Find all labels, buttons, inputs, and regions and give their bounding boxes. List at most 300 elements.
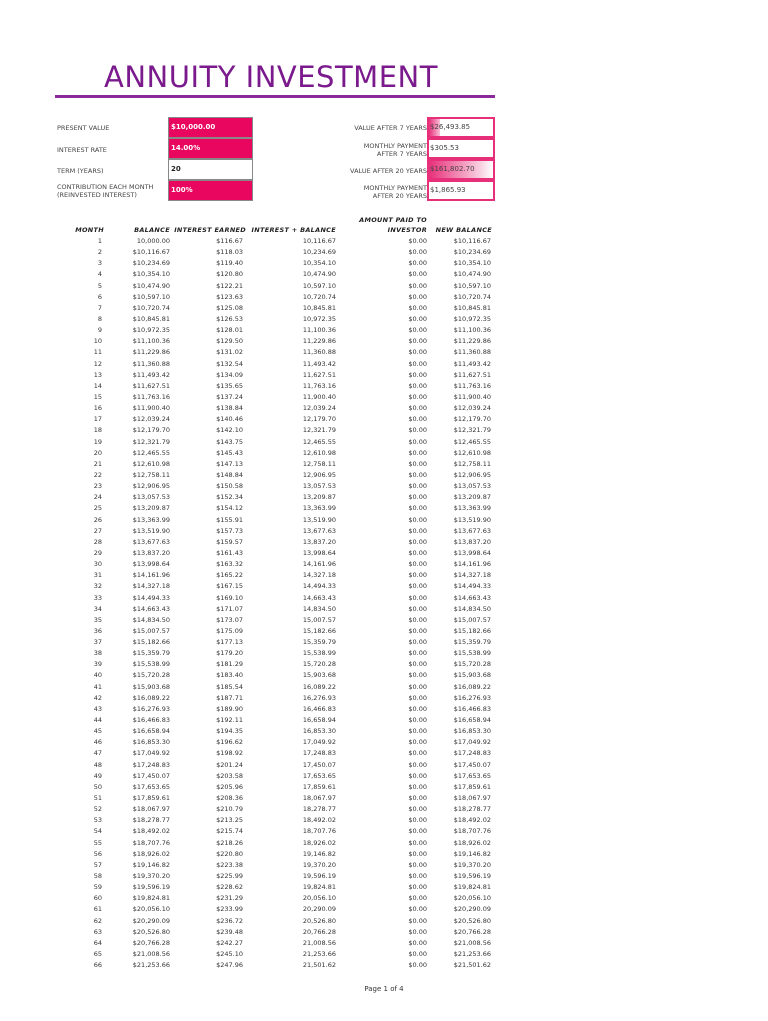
interest-earned-cell: $122.21 bbox=[216, 281, 243, 290]
interest-balance-cell: 11,627.51 bbox=[302, 370, 336, 379]
month-cell: 43 bbox=[93, 704, 102, 713]
balance-cell: $13,519.90 bbox=[132, 526, 170, 535]
header-month: MONTH bbox=[75, 226, 104, 234]
table-row bbox=[0, 537, 768, 548]
interest-balance-cell: 17,859.61 bbox=[302, 782, 336, 791]
new-balance-cell: $13,363.99 bbox=[453, 504, 491, 513]
new-balance-cell: $10,474.90 bbox=[453, 270, 491, 279]
interest-balance-cell: 11,360.88 bbox=[302, 348, 336, 357]
header-interest-earned: INTEREST EARNED bbox=[174, 226, 246, 234]
balance-cell: $18,278.77 bbox=[132, 816, 170, 825]
new-balance-cell: $15,720.28 bbox=[453, 660, 491, 669]
amount-paid-cell: $0.00 bbox=[408, 693, 427, 702]
amount-paid-cell: $0.00 bbox=[408, 838, 427, 847]
new-balance-cell: $10,972.35 bbox=[453, 314, 491, 323]
new-balance-cell: $15,359.79 bbox=[453, 638, 491, 647]
interest-balance-cell: 12,039.24 bbox=[302, 404, 336, 413]
interest-earned-cell: $163.32 bbox=[216, 560, 243, 569]
month-cell: 55 bbox=[93, 838, 102, 847]
present-value-field[interactable]: $10,000.00 bbox=[168, 117, 253, 138]
interest-earned-cell: $205.96 bbox=[216, 782, 243, 791]
balance-cell: $11,627.51 bbox=[132, 381, 170, 390]
interest-balance-cell: 10,720.74 bbox=[302, 292, 336, 301]
balance-cell: $15,720.28 bbox=[132, 671, 170, 680]
table-row bbox=[0, 414, 768, 425]
interest-balance-cell: 16,089.22 bbox=[302, 682, 336, 691]
month-cell: 8 bbox=[97, 314, 102, 323]
header-interest-balance: INTEREST + BALANCE bbox=[251, 226, 336, 234]
new-balance-cell: $18,707.76 bbox=[453, 827, 491, 836]
amount-paid-cell: $0.00 bbox=[408, 816, 427, 825]
month-cell: 48 bbox=[93, 760, 102, 769]
balance-cell: $15,182.66 bbox=[132, 638, 170, 647]
interest-earned-cell: $223.38 bbox=[216, 860, 243, 869]
new-balance-cell: $10,354.10 bbox=[453, 259, 491, 268]
table-row bbox=[0, 526, 768, 537]
table-row bbox=[0, 347, 768, 358]
new-balance-cell: $14,663.43 bbox=[453, 593, 491, 602]
new-balance-cell: $10,116.67 bbox=[453, 237, 491, 245]
amount-paid-cell: $0.00 bbox=[408, 615, 427, 624]
balance-cell: $10,597.10 bbox=[132, 292, 170, 301]
balance-cell: $12,321.79 bbox=[132, 437, 170, 446]
table-row bbox=[0, 403, 768, 414]
month-cell: 53 bbox=[93, 816, 102, 825]
term-years-label: TERM (YEARS) bbox=[57, 167, 104, 175]
balance-cell: $16,089.22 bbox=[132, 693, 170, 702]
new-balance-cell: $17,450.07 bbox=[453, 760, 491, 769]
table-row bbox=[0, 849, 768, 860]
interest-earned-cell: $213.25 bbox=[216, 816, 243, 825]
payment-20y-value: $1,865.93 bbox=[430, 186, 466, 194]
interest-rate-field[interactable]: 14.00% bbox=[168, 138, 253, 159]
month-cell: 36 bbox=[93, 626, 102, 635]
table-row bbox=[0, 815, 768, 826]
interest-balance-cell: 14,663.43 bbox=[302, 593, 336, 602]
interest-earned-cell: $116.67 bbox=[216, 237, 243, 245]
interest-balance-cell: 15,720.28 bbox=[302, 660, 336, 669]
interest-balance-cell: 13,837.20 bbox=[302, 537, 336, 546]
amount-paid-cell: $0.00 bbox=[408, 459, 427, 468]
month-cell: 29 bbox=[93, 548, 102, 557]
month-cell: 44 bbox=[93, 716, 102, 725]
interest-earned-cell: $239.48 bbox=[216, 927, 243, 936]
interest-earned-cell: $220.80 bbox=[216, 849, 243, 858]
balance-cell: $15,359.79 bbox=[132, 649, 170, 658]
new-balance-cell: $14,494.33 bbox=[453, 582, 491, 591]
month-cell: 40 bbox=[93, 671, 102, 680]
balance-cell: $12,610.98 bbox=[132, 459, 170, 468]
interest-earned-cell: $155.91 bbox=[216, 515, 243, 524]
amount-paid-cell: $0.00 bbox=[408, 604, 427, 613]
table-row bbox=[0, 893, 768, 904]
month-cell: 28 bbox=[93, 537, 102, 546]
table-row bbox=[0, 949, 768, 960]
interest-earned-cell: $187.71 bbox=[216, 693, 243, 702]
table-row bbox=[0, 492, 768, 503]
balance-cell: $11,493.42 bbox=[132, 370, 170, 379]
month-cell: 5 bbox=[97, 281, 102, 290]
interest-balance-cell: 15,903.68 bbox=[302, 671, 336, 680]
interest-earned-cell: $183.40 bbox=[216, 671, 243, 680]
balance-cell: $10,234.69 bbox=[132, 259, 170, 268]
table-row bbox=[0, 793, 768, 804]
interest-balance-cell: 11,900.40 bbox=[302, 392, 336, 401]
new-balance-cell: $12,321.79 bbox=[453, 426, 491, 435]
new-balance-cell: $10,234.69 bbox=[453, 248, 491, 257]
new-balance-cell: $17,859.61 bbox=[453, 782, 491, 791]
balance-cell: $11,763.16 bbox=[132, 392, 170, 401]
month-cell: 49 bbox=[93, 771, 102, 780]
balance-cell: $19,824.81 bbox=[132, 894, 170, 903]
table-row bbox=[0, 503, 768, 514]
interest-earned-cell: $118.03 bbox=[216, 248, 243, 257]
amount-paid-cell: $0.00 bbox=[408, 950, 427, 958]
amount-paid-cell: $0.00 bbox=[408, 437, 427, 446]
new-balance-cell: $16,276.93 bbox=[453, 693, 491, 702]
interest-earned-cell: $194.35 bbox=[216, 727, 243, 736]
interest-balance-cell: 13,209.87 bbox=[302, 493, 336, 502]
balance-cell: $12,758.11 bbox=[132, 470, 170, 479]
interest-balance-cell: 10,972.35 bbox=[302, 314, 336, 323]
interest-earned-cell: $123.63 bbox=[216, 292, 243, 301]
new-balance-cell: $12,610.98 bbox=[453, 448, 491, 457]
new-balance-cell: $16,466.83 bbox=[453, 704, 491, 713]
new-balance-cell: $15,007.57 bbox=[453, 615, 491, 624]
interest-earned-cell: $242.27 bbox=[216, 938, 243, 947]
month-cell: 20 bbox=[93, 448, 102, 457]
balance-cell: $18,492.02 bbox=[132, 827, 170, 836]
balance-cell: $16,466.83 bbox=[132, 716, 170, 725]
balance-cell: $11,100.36 bbox=[132, 337, 170, 346]
month-cell: 21 bbox=[93, 459, 102, 468]
amount-paid-cell: $0.00 bbox=[408, 571, 427, 580]
balance-cell: $20,526.80 bbox=[132, 927, 170, 936]
amount-paid-cell: $0.00 bbox=[408, 671, 427, 680]
page-number: Page 1 of 4 bbox=[364, 985, 404, 993]
table-row bbox=[0, 437, 768, 448]
month-cell: 18 bbox=[93, 426, 102, 435]
month-cell: 47 bbox=[93, 749, 102, 758]
amount-paid-cell: $0.00 bbox=[408, 927, 427, 936]
amortization-table bbox=[0, 236, 768, 971]
amount-paid-cell: $0.00 bbox=[408, 716, 427, 725]
interest-balance-cell: 12,906.95 bbox=[302, 470, 336, 479]
new-balance-cell: $20,056.10 bbox=[453, 894, 491, 903]
balance-cell: $12,039.24 bbox=[132, 415, 170, 424]
balance-cell: $18,707.76 bbox=[132, 838, 170, 847]
month-cell: 12 bbox=[93, 359, 102, 368]
interest-earned-cell: $145.43 bbox=[216, 448, 243, 457]
new-balance-cell: $16,658.94 bbox=[453, 716, 491, 725]
amount-paid-cell: $0.00 bbox=[408, 370, 427, 379]
value-20y-label: VALUE AFTER 20 YEARS bbox=[350, 167, 427, 175]
table-row bbox=[0, 292, 768, 303]
table-row bbox=[0, 804, 768, 815]
month-cell: 41 bbox=[93, 682, 102, 691]
interest-balance-cell: 20,056.10 bbox=[302, 894, 336, 903]
interest-earned-cell: $159.57 bbox=[216, 537, 243, 546]
interest-earned-cell: $215.74 bbox=[216, 827, 243, 836]
interest-earned-cell: $129.50 bbox=[216, 337, 243, 346]
amount-paid-cell: $0.00 bbox=[408, 905, 427, 914]
month-cell: 61 bbox=[93, 905, 102, 914]
balance-cell: $14,494.33 bbox=[132, 593, 170, 602]
interest-balance-cell: 16,466.83 bbox=[302, 704, 336, 713]
month-cell: 11 bbox=[93, 348, 102, 357]
balance-cell: $14,834.50 bbox=[132, 615, 170, 624]
amount-paid-cell: $0.00 bbox=[408, 415, 427, 424]
table-row bbox=[0, 604, 768, 615]
new-balance-cell: $12,758.11 bbox=[453, 459, 491, 468]
month-cell: 17 bbox=[93, 415, 102, 424]
header-new-balance: NEW BALANCE bbox=[435, 226, 492, 234]
new-balance-cell: $14,834.50 bbox=[453, 604, 491, 613]
interest-balance-cell: 12,321.79 bbox=[302, 426, 336, 435]
balance-cell: $12,179.70 bbox=[132, 426, 170, 435]
table-row bbox=[0, 748, 768, 759]
amount-paid-cell: $0.00 bbox=[408, 493, 427, 502]
table-row bbox=[0, 336, 768, 347]
table-row bbox=[0, 882, 768, 893]
amount-paid-cell: $0.00 bbox=[408, 504, 427, 513]
interest-balance-cell: 20,766.28 bbox=[302, 927, 336, 936]
month-cell: 65 bbox=[93, 950, 102, 958]
balance-cell: $15,538.99 bbox=[132, 660, 170, 669]
interest-earned-cell: $150.58 bbox=[216, 482, 243, 491]
amount-paid-cell: $0.00 bbox=[408, 883, 427, 892]
amount-paid-cell: $0.00 bbox=[408, 326, 427, 335]
month-cell: 3 bbox=[97, 259, 102, 268]
table-row bbox=[0, 559, 768, 570]
balance-cell: $10,474.90 bbox=[132, 281, 170, 290]
balance-cell: $15,007.57 bbox=[132, 626, 170, 635]
new-balance-cell: $11,493.42 bbox=[453, 359, 491, 368]
amount-paid-cell: $0.00 bbox=[408, 682, 427, 691]
table-row bbox=[0, 838, 768, 849]
new-balance-cell: $10,720.74 bbox=[453, 292, 491, 301]
table-row bbox=[0, 726, 768, 737]
month-cell: 14 bbox=[93, 381, 102, 390]
interest-earned-cell: $165.22 bbox=[216, 571, 243, 580]
header-balance: BALANCE bbox=[134, 226, 170, 234]
table-row bbox=[0, 860, 768, 871]
amount-paid-cell: $0.00 bbox=[408, 359, 427, 368]
interest-balance-cell: 13,519.90 bbox=[302, 515, 336, 524]
new-balance-cell: $20,766.28 bbox=[453, 927, 491, 936]
new-balance-cell: $13,837.20 bbox=[453, 537, 491, 546]
interest-balance-cell: 17,248.83 bbox=[302, 749, 336, 758]
interest-earned-cell: $131.02 bbox=[216, 348, 243, 357]
amount-paid-cell: $0.00 bbox=[408, 314, 427, 323]
table-row bbox=[0, 938, 768, 949]
amount-paid-cell: $0.00 bbox=[408, 860, 427, 869]
interest-earned-cell: $225.99 bbox=[216, 872, 243, 881]
amount-paid-cell: $0.00 bbox=[408, 348, 427, 357]
balance-cell: $15,903.68 bbox=[132, 682, 170, 691]
balance-cell: $16,853.30 bbox=[132, 738, 170, 747]
contribution-field[interactable]: 100% bbox=[168, 180, 253, 201]
interest-balance-cell: 12,610.98 bbox=[302, 448, 336, 457]
month-cell: 1 bbox=[97, 237, 102, 245]
balance-cell: $19,596.19 bbox=[132, 883, 170, 892]
table-row bbox=[0, 904, 768, 915]
interest-balance-cell: 18,278.77 bbox=[302, 805, 336, 814]
balance-cell: $17,859.61 bbox=[132, 794, 170, 803]
interest-earned-cell: $120.80 bbox=[216, 270, 243, 279]
interest-earned-cell: $132.54 bbox=[216, 359, 243, 368]
value-20y-value: $161,802.70 bbox=[430, 165, 475, 173]
balance-cell: $10,845.81 bbox=[132, 314, 170, 323]
interest-earned-cell: $210.79 bbox=[216, 805, 243, 814]
new-balance-cell: $19,146.82 bbox=[453, 849, 491, 858]
new-balance-cell: $12,039.24 bbox=[453, 404, 491, 413]
new-balance-cell: $19,370.20 bbox=[453, 860, 491, 869]
interest-earned-cell: $152.34 bbox=[216, 493, 243, 502]
amount-paid-cell: $0.00 bbox=[408, 392, 427, 401]
interest-earned-cell: $126.53 bbox=[216, 314, 243, 323]
interest-earned-cell: $236.72 bbox=[216, 916, 243, 925]
balance-cell: $14,327.18 bbox=[132, 582, 170, 591]
month-cell: 27 bbox=[93, 526, 102, 535]
interest-balance-cell: 10,116.67 bbox=[302, 237, 336, 245]
amount-paid-cell: $0.00 bbox=[408, 515, 427, 524]
interest-balance-cell: 11,229.86 bbox=[302, 337, 336, 346]
balance-cell: $18,926.02 bbox=[132, 849, 170, 858]
interest-earned-cell: $179.20 bbox=[216, 649, 243, 658]
table-row bbox=[0, 303, 768, 314]
month-cell: 22 bbox=[93, 470, 102, 479]
payment-20y-label-line1: MONTHLY PAYMENT bbox=[363, 184, 427, 192]
month-cell: 50 bbox=[93, 782, 102, 791]
new-balance-cell: $11,627.51 bbox=[453, 370, 491, 379]
balance-cell: $12,906.95 bbox=[132, 482, 170, 491]
new-balance-cell: $10,845.81 bbox=[453, 303, 491, 312]
month-cell: 19 bbox=[93, 437, 102, 446]
amount-paid-cell: $0.00 bbox=[408, 448, 427, 457]
value-7y-label: VALUE AFTER 7 YEARS bbox=[354, 124, 427, 132]
month-cell: 62 bbox=[93, 916, 102, 925]
interest-earned-cell: $137.24 bbox=[216, 392, 243, 401]
month-cell: 2 bbox=[97, 248, 102, 257]
interest-balance-cell: 21,253.66 bbox=[302, 950, 336, 958]
interest-earned-cell: $140.46 bbox=[216, 415, 243, 424]
new-balance-cell: $19,596.19 bbox=[453, 872, 491, 881]
month-cell: 13 bbox=[93, 370, 102, 379]
interest-earned-cell: $134.09 bbox=[216, 370, 243, 379]
balance-cell: $10,354.10 bbox=[132, 270, 170, 279]
month-cell: 23 bbox=[93, 482, 102, 491]
new-balance-cell: $11,900.40 bbox=[453, 392, 491, 401]
balance-cell: $20,290.09 bbox=[132, 916, 170, 925]
amount-paid-cell: $0.00 bbox=[408, 281, 427, 290]
interest-balance-cell: 18,707.76 bbox=[302, 827, 336, 836]
table-row bbox=[0, 370, 768, 381]
table-row bbox=[0, 659, 768, 670]
month-cell: 15 bbox=[93, 392, 102, 401]
payment-7y-value: $305.53 bbox=[430, 144, 459, 152]
month-cell: 30 bbox=[93, 560, 102, 569]
interest-earned-cell: $247.96 bbox=[216, 961, 243, 970]
payment-20y-output bbox=[427, 180, 495, 201]
month-cell: 38 bbox=[93, 649, 102, 658]
value-20y-output bbox=[427, 159, 495, 180]
table-row bbox=[0, 960, 768, 971]
table-row bbox=[0, 593, 768, 604]
month-cell: 26 bbox=[93, 515, 102, 524]
interest-earned-cell: $169.10 bbox=[216, 593, 243, 602]
month-cell: 25 bbox=[93, 504, 102, 513]
balance-cell: $17,248.83 bbox=[132, 760, 170, 769]
balance-cell: $21,253.66 bbox=[132, 961, 170, 970]
month-cell: 39 bbox=[93, 660, 102, 669]
table-row bbox=[0, 704, 768, 715]
balance-cell: $13,677.63 bbox=[132, 537, 170, 546]
balance-cell: $10,972.35 bbox=[132, 326, 170, 335]
amount-paid-cell: $0.00 bbox=[408, 894, 427, 903]
table-row bbox=[0, 916, 768, 927]
new-balance-cell: $20,526.80 bbox=[453, 916, 491, 925]
balance-cell: $10,116.67 bbox=[132, 248, 170, 257]
interest-balance-cell: 18,926.02 bbox=[302, 838, 336, 847]
payment-7y-label-line2: AFTER 7 YEARS bbox=[376, 150, 427, 158]
interest-balance-cell: 10,474.90 bbox=[302, 270, 336, 279]
balance-cell: $17,653.65 bbox=[132, 782, 170, 791]
month-cell: 9 bbox=[97, 326, 102, 335]
month-cell: 34 bbox=[93, 604, 102, 613]
month-cell: 42 bbox=[93, 693, 102, 702]
table-row bbox=[0, 269, 768, 280]
term-years-field[interactable]: 20 bbox=[168, 159, 253, 180]
contribution-label-line2: (REINVESTED INTEREST) bbox=[57, 191, 137, 199]
month-cell: 57 bbox=[93, 860, 102, 869]
amount-paid-cell: $0.00 bbox=[408, 760, 427, 769]
payment-7y-label-line1: MONTHLY PAYMENT bbox=[363, 142, 427, 150]
title-underline bbox=[55, 95, 495, 98]
interest-balance-cell: 21,501.62 bbox=[302, 961, 336, 970]
new-balance-cell: $21,501.62 bbox=[453, 961, 491, 970]
interest-earned-cell: $245.10 bbox=[216, 950, 243, 958]
table-row bbox=[0, 392, 768, 403]
balance-cell: $13,057.53 bbox=[132, 493, 170, 502]
new-balance-cell: $15,182.66 bbox=[453, 626, 491, 635]
month-cell: 52 bbox=[93, 805, 102, 814]
table-row bbox=[0, 648, 768, 659]
new-balance-cell: $17,653.65 bbox=[453, 771, 491, 780]
month-cell: 51 bbox=[93, 794, 102, 803]
interest-earned-cell: $218.26 bbox=[216, 838, 243, 847]
table-row bbox=[0, 325, 768, 336]
month-cell: 66 bbox=[93, 961, 102, 970]
new-balance-cell: $10,597.10 bbox=[453, 281, 491, 290]
table-row bbox=[0, 548, 768, 559]
balance-cell: $11,360.88 bbox=[132, 359, 170, 368]
month-cell: 37 bbox=[93, 638, 102, 647]
month-cell: 59 bbox=[93, 883, 102, 892]
value-7y-value: $26,493.85 bbox=[430, 123, 471, 131]
amount-paid-cell: $0.00 bbox=[408, 248, 427, 257]
interest-balance-cell: 19,596.19 bbox=[302, 872, 336, 881]
new-balance-cell: $18,278.77 bbox=[453, 805, 491, 814]
interest-balance-cell: 19,370.20 bbox=[302, 860, 336, 869]
table-row bbox=[0, 581, 768, 592]
amount-paid-cell: $0.00 bbox=[408, 548, 427, 557]
interest-earned-cell: $185.54 bbox=[216, 682, 243, 691]
new-balance-cell: $13,057.53 bbox=[453, 482, 491, 491]
interest-balance-cell: 12,465.55 bbox=[302, 437, 336, 446]
table-row bbox=[0, 281, 768, 292]
month-cell: 31 bbox=[93, 571, 102, 580]
